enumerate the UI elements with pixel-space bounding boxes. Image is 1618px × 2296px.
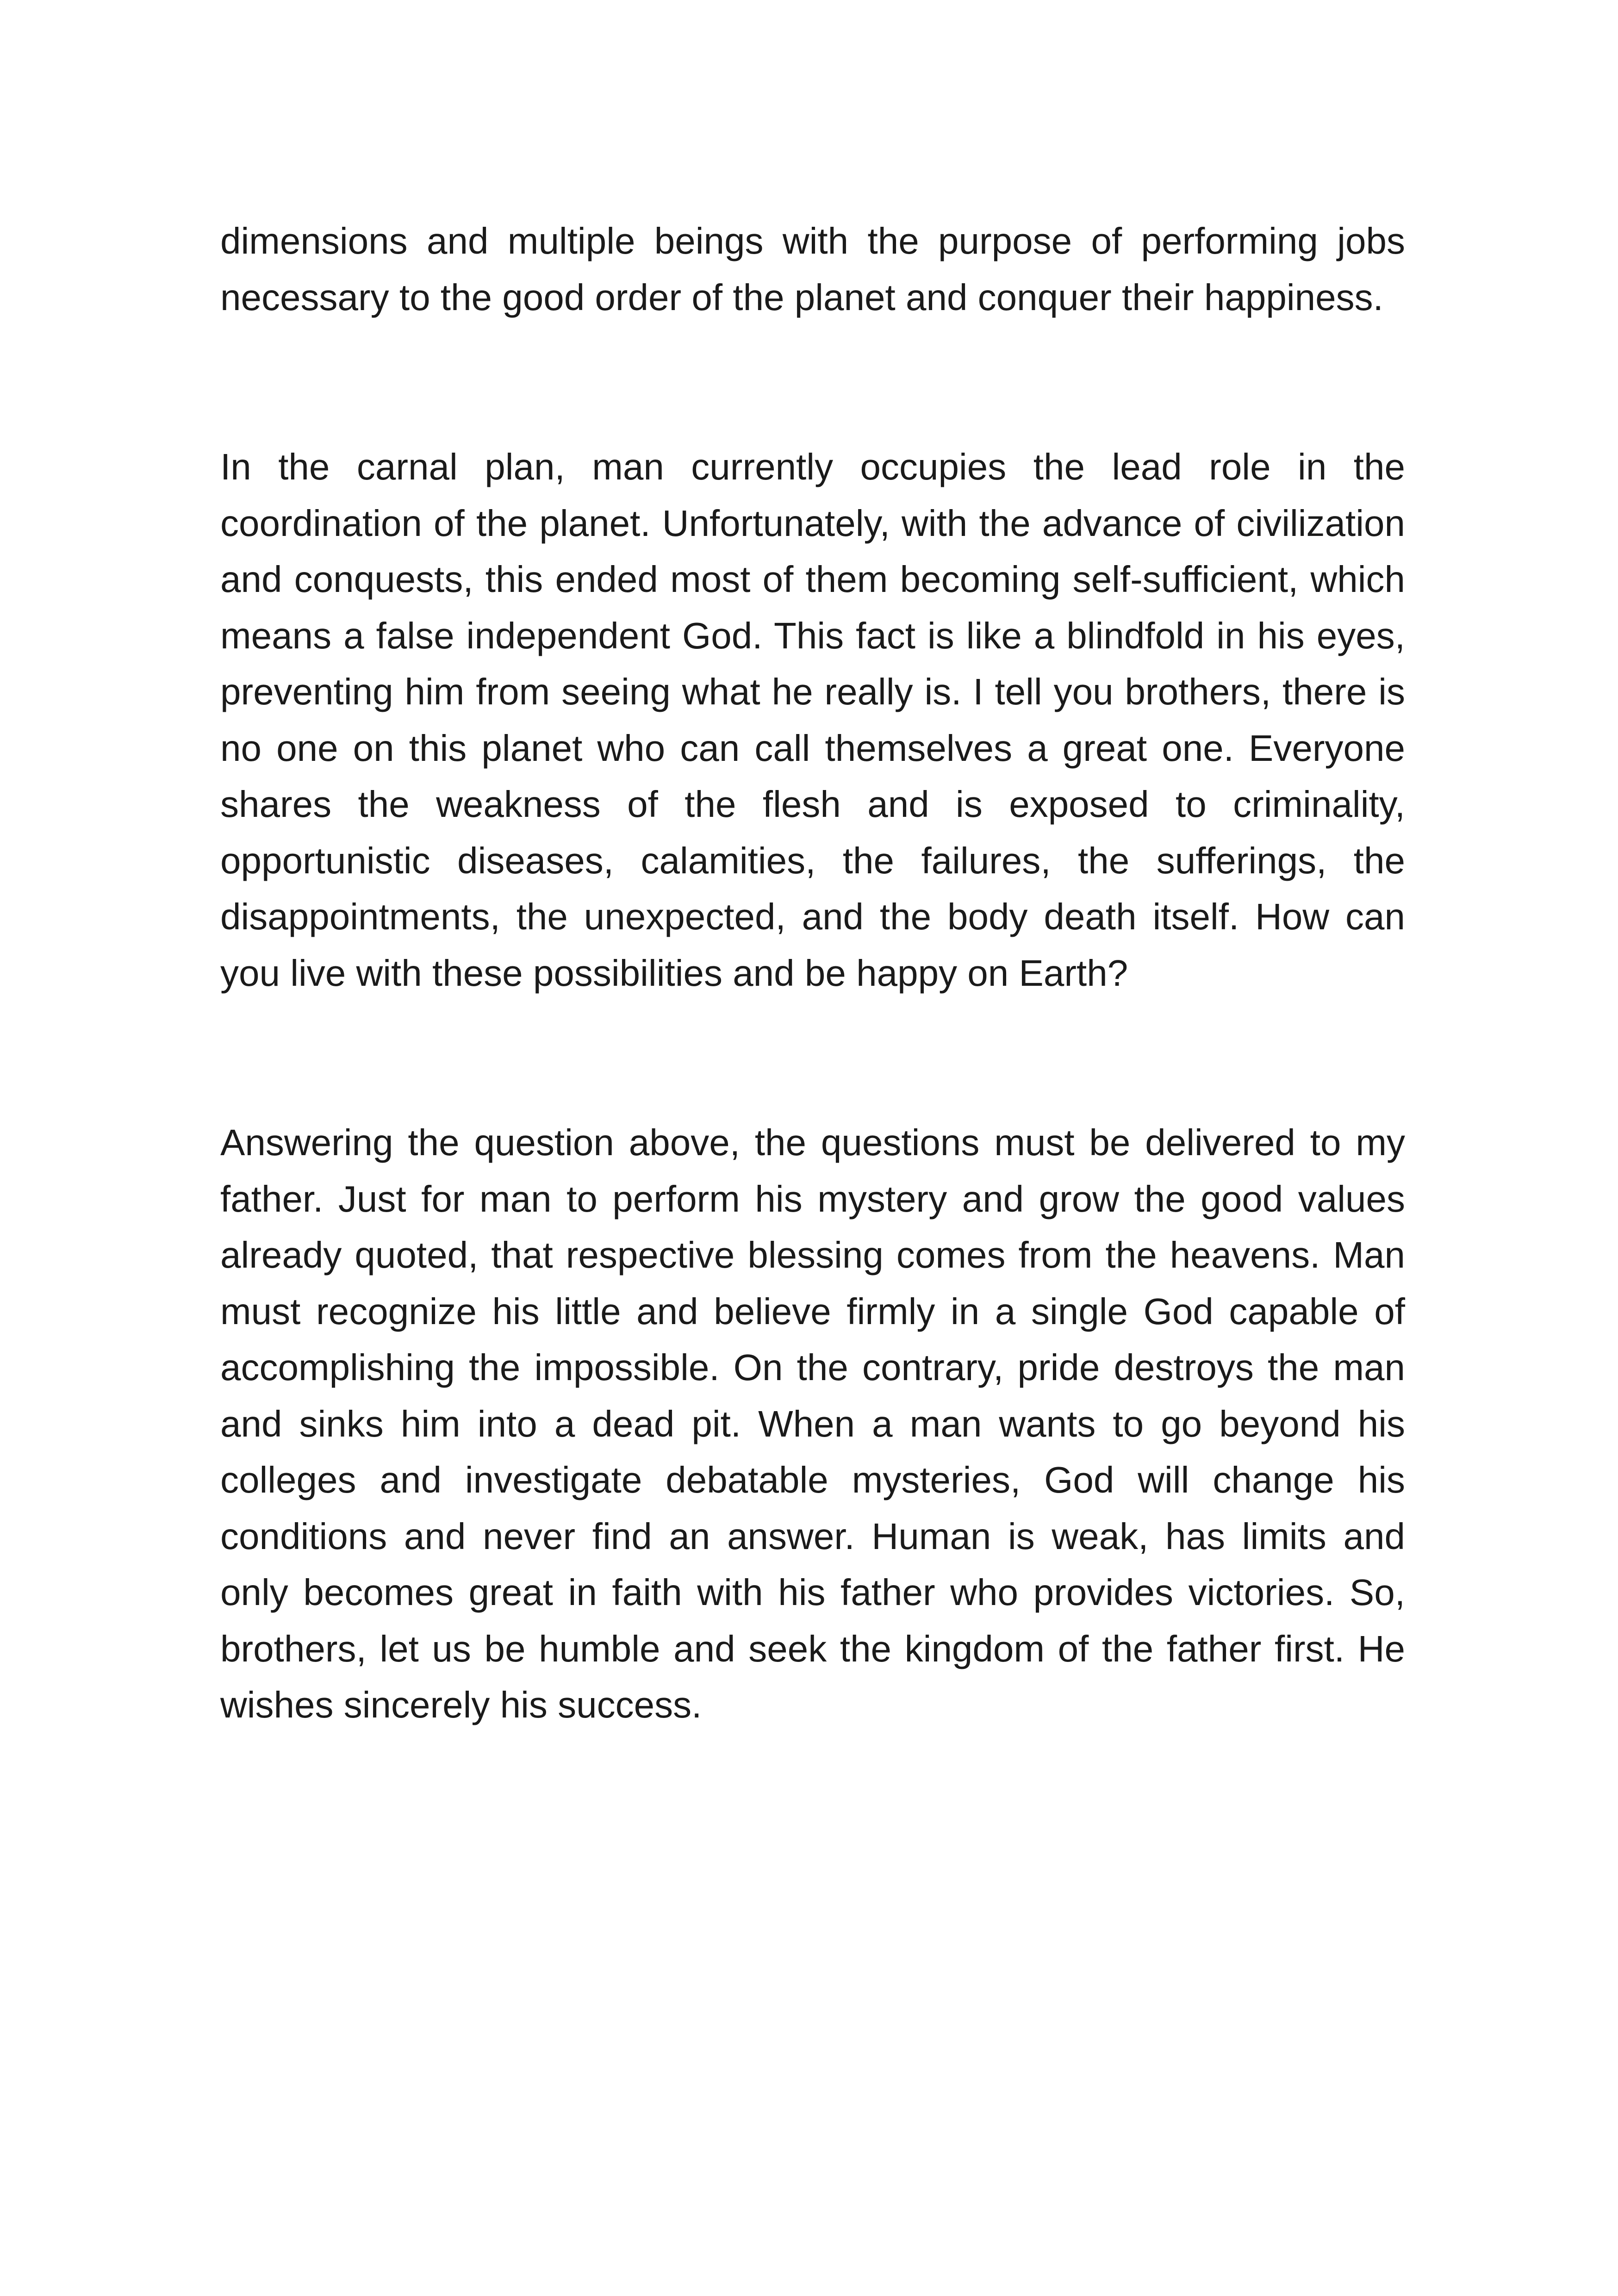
paragraph-2: In the carnal plan, man currently occupies the lead role in the coordination of the planet. Unfortunately, with the advance of civilization and conquests, this ended most of them becoming self-sufficient, which means a false independent God. This fact is like a blindfold in his eyes, preventing him from seeing what he really is. I tell you brothers, there is no one on this planet who can call themselves a great one. Everyone shares the weakness of the flesh and is exposed to criminality, opportunistic diseases, calamities, the failures, the sufferings, the disappointments, the unexpected, and the body death itself. How can you live with these possibilities and be happy on Earth? [220,446,1405,994]
body-text [220,213,1405,1733]
paragraph-3: Answering the question above, the questions must be delivered to my father. Just for man to perform his mystery and grow the good values already quoted, that respective blessing comes from the heavens. Man must recognize his little and believe firmly in a single God capable of accomplishing the impossible. On the contrary, pride destroys the man and sinks him into a dead pit. When a man wants to go beyond his colleges and investigate debatable mysteries, God will change his conditions and never find an answer. Human is weak, has limits and only becomes great in faith with his father who provides victories. So, brothers, let us be humble and seek the kingdom of the father first. He wishes sincerely his success. [220,1122,1405,1725]
paragraph-1: dimensions and multiple beings with the purpose of performing jobs necessary to the good order of the planet and conquer their happiness. [220,220,1405,318]
